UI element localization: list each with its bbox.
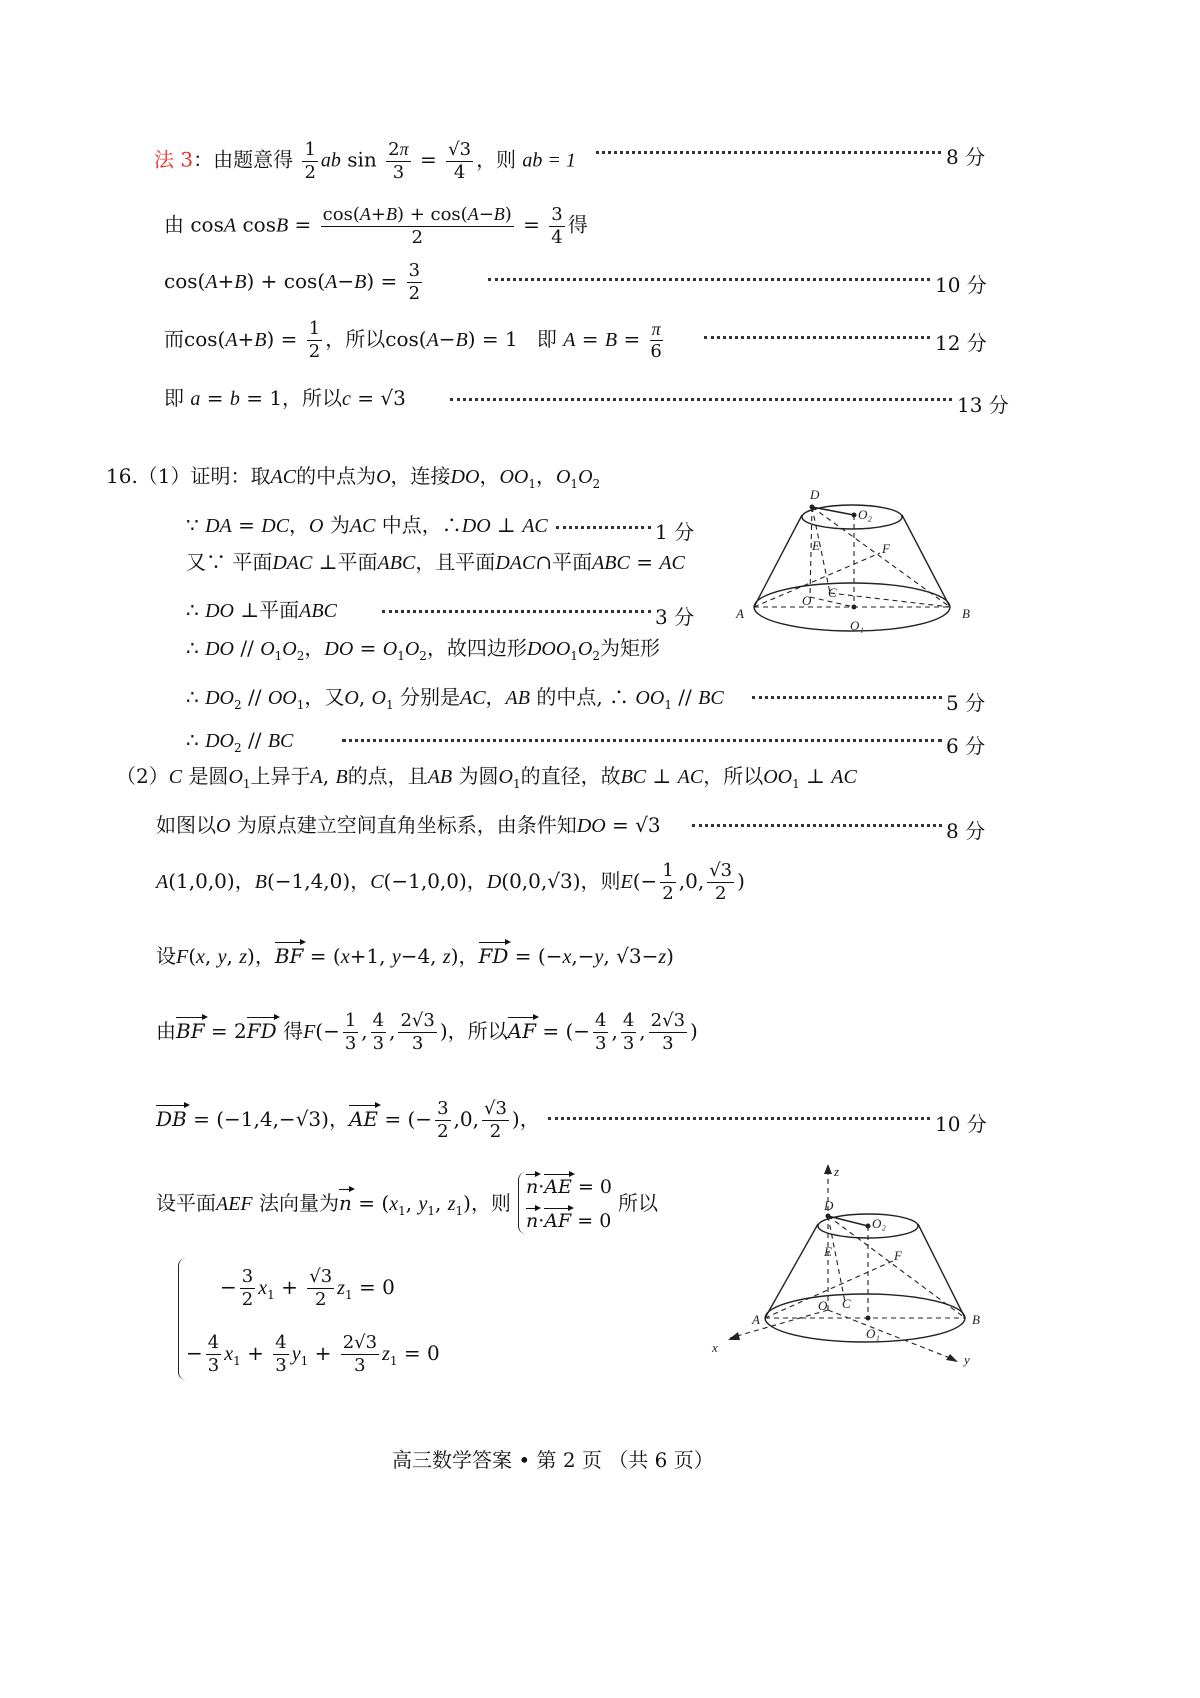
dots: [752, 696, 942, 699]
dots: [556, 526, 651, 529]
label-D: D: [810, 487, 820, 502]
q16-l2: 又∵ 平面DAC ⊥平面ABC，且平面DAC∩平面ABC = AC: [186, 550, 685, 574]
score: 8 分: [946, 819, 986, 843]
line-cos-sum: cos(A+B) + cos(A−B) = $\frac{3}{2}$: [164, 260, 421, 304]
method3-line: 法 3：由题意得 $\frac{1}{2}$ ab sin $\frac{2\pi}{3}$ = $\frac{√3}{4}$ ，则 ab = 1: [154, 138, 576, 183]
system1-b: n·AF = 0: [526, 1210, 612, 1232]
text: 设平面: [156, 1191, 216, 1215]
dots: [596, 151, 941, 154]
frustum-figure: [730, 485, 990, 655]
label-E: E: [812, 538, 820, 553]
text: 是圆: [188, 764, 229, 788]
dots: [382, 610, 651, 613]
score: 12 分: [935, 331, 987, 355]
text: = 0: [577, 1176, 612, 1198]
text: 得: [283, 1019, 304, 1043]
system2-a: − $\frac{3}{2}$ $x_1$ + $\frac{√3}{2}$ $z_1 = 0$: [220, 1266, 395, 1310]
q16-l6: ∴ $DO_2$ // BC: [186, 728, 294, 755]
dots: [450, 398, 952, 401]
label-A: A: [736, 606, 744, 621]
method3-label: 法 3: [154, 147, 194, 172]
label-F: F: [882, 541, 890, 556]
text: 由: [156, 1019, 176, 1043]
text: ⊥平面: [318, 550, 378, 574]
line-cos-diff: 而cos(A+B) = $\frac{1}{2}$ ，所以cos(A−B) = 1 即 A = B = $\frac{\pi}{6}$: [164, 318, 662, 362]
score: 10 分: [935, 1112, 987, 1136]
q16-part2: （2）C 是圆$O_1$上异于A, B的点，且AB 为圆$O_1$的直径，故BC ⊥ AC，所以$OO_1$ ⊥ AC: [116, 764, 857, 791]
score: 5 分: [946, 691, 986, 715]
text: 平面: [552, 550, 593, 574]
text: 的直径，故: [520, 764, 621, 788]
text: 即: [164, 386, 184, 410]
dots: [342, 739, 942, 742]
text: 如图以: [156, 813, 216, 837]
axis-z: z: [834, 1164, 840, 1179]
q16-l5: ∴ $DO_2 // OO_1$，又O, $O_1$ 分别是AC，AB 的中点, ∴ $OO_1$ // BC: [186, 685, 724, 712]
text: 法向量为: [259, 1191, 340, 1215]
label-B: B: [972, 1312, 980, 1327]
text: 即: [536, 327, 557, 351]
text: ，又: [304, 685, 345, 709]
label-F: F: [894, 1248, 902, 1263]
label-O2: O₂: [872, 1216, 886, 1231]
text: 的中点,: [536, 685, 603, 709]
q16-l1: ∵ DA = DC，O 为AC 中点，∴DO ⊥ AC: [186, 513, 548, 537]
text: ，故四边形: [426, 636, 527, 660]
label-A: A: [752, 1312, 760, 1327]
axis-y: y: [964, 1352, 970, 1367]
q16-l4: ∴ DO // $O_1O_2$，DO = $O_1O_2$，故四边形$DOO_1O_2$为矩形: [186, 636, 661, 663]
label-O1: O₁: [850, 618, 864, 633]
text: ，所以: [282, 386, 343, 410]
text: ，连接: [390, 464, 451, 488]
label-C: C: [828, 585, 837, 600]
text: 16.（1）证明：取: [106, 464, 271, 488]
line-abc: 即 a = b = 1，所以c = √3: [164, 386, 406, 410]
score: 1 分: [655, 520, 695, 544]
coordinate-figure: [700, 1160, 1000, 1375]
text: ，所以: [325, 327, 386, 351]
score: 13 分: [957, 393, 1009, 417]
text: 而: [164, 327, 184, 351]
text: ，则: [580, 869, 621, 893]
system1-a: n·AE = 0: [526, 1176, 612, 1198]
score: 6 分: [946, 734, 986, 758]
label-C: C: [842, 1296, 851, 1311]
axis-x: x: [712, 1340, 718, 1355]
text: 分别是: [399, 685, 460, 709]
q16-setF: 设F(x, y, z)，BF = (x+1, y−4, z)，FD = (−x,−y, √3−z): [156, 944, 674, 968]
method3-text: ：由题意得: [193, 147, 294, 172]
label-O1: O₁: [866, 1326, 880, 1341]
q16-F: 由BF = 2FD 得F(− $\frac{1}{3}$ , $\frac{4}{3}$ , $\frac{2√3}{3}$ )，所以AF = (− $\frac{4}{3}$ , $\frac{4}{3}$ , $\frac{2√3}{3}$ ): [156, 1010, 698, 1054]
line-cos-product: 由 cosA cosB = $\frac{\cos(A+B) + \cos(A-B)}{2}$ = $\frac{3}{4}$ 得: [164, 203, 588, 248]
label-O: O: [802, 593, 812, 608]
q16-l3: ∴ DO ⊥平面ABC: [186, 598, 337, 622]
page-footer: 高三数学答案 • 第 2 页 （共 6 页）: [392, 1448, 714, 1472]
q16-heading: 16.（1）证明：取AC的中点为O，连接DO，$OO_1$，$O_1O_2$: [106, 464, 601, 491]
text: ，则: [470, 1191, 511, 1215]
label-D: D: [824, 1198, 834, 1213]
method3-cond: ，则: [476, 147, 517, 172]
text: 为圆: [458, 764, 499, 788]
label-B: B: [962, 606, 970, 621]
text: （2）: [116, 764, 169, 788]
dots: [692, 824, 942, 827]
score: 3 分: [655, 605, 695, 629]
q16-plane: 设平面AEF 法向量为$n = (x_1$, $y_1$, $z_1$)，则: [156, 1191, 511, 1218]
text: 由: [164, 212, 184, 237]
score: 8 分: [946, 145, 986, 169]
text: 的中点为: [296, 464, 377, 488]
text: ，且平面: [415, 550, 496, 574]
text: = 0: [577, 1210, 612, 1232]
text: 设: [156, 944, 176, 968]
q16-coord: 如图以O 为原点建立空间直角坐标系，由条件知DO = √3: [156, 813, 661, 837]
label-E: E: [824, 1244, 832, 1259]
text: 的点，且: [347, 764, 428, 788]
method3-result: ab = 1: [522, 149, 576, 172]
q16-DB: DB = (−1,4,−√3)，AE = (− $\frac{3}{2}$ ,0, $\frac{√3}{2}$ )，: [156, 1098, 540, 1142]
q16-points: A(1,0,0)，B(−1,4,0)，C(−1,0,0)，D(0,0,√3)，则E(− $\frac{1}{2}$ ,0, $\frac{√3}{2}$ ): [156, 860, 745, 904]
so-text: 所以: [618, 1191, 658, 1215]
text: 为原点建立空间直角坐标系，由条件知: [236, 813, 577, 837]
text: 上异于: [250, 764, 311, 788]
label-O2: O₂: [858, 507, 872, 522]
text: 得: [567, 212, 588, 237]
system2-b: − $\frac{4}{3}$ $x_1$ + $\frac{4}{3}$ $y_1$ + $\frac{2√3}{3}$ $z_1 = 0$: [186, 1332, 440, 1376]
dots: [548, 1117, 930, 1120]
score: 10 分: [935, 273, 987, 297]
label-O: O: [818, 1298, 828, 1313]
text: 为矩形: [600, 636, 661, 660]
dots: [488, 278, 930, 281]
text: 又∵ 平面: [186, 550, 273, 574]
text: ，所以: [447, 1019, 508, 1043]
text: ，所以: [703, 764, 764, 788]
dots: [704, 336, 930, 339]
